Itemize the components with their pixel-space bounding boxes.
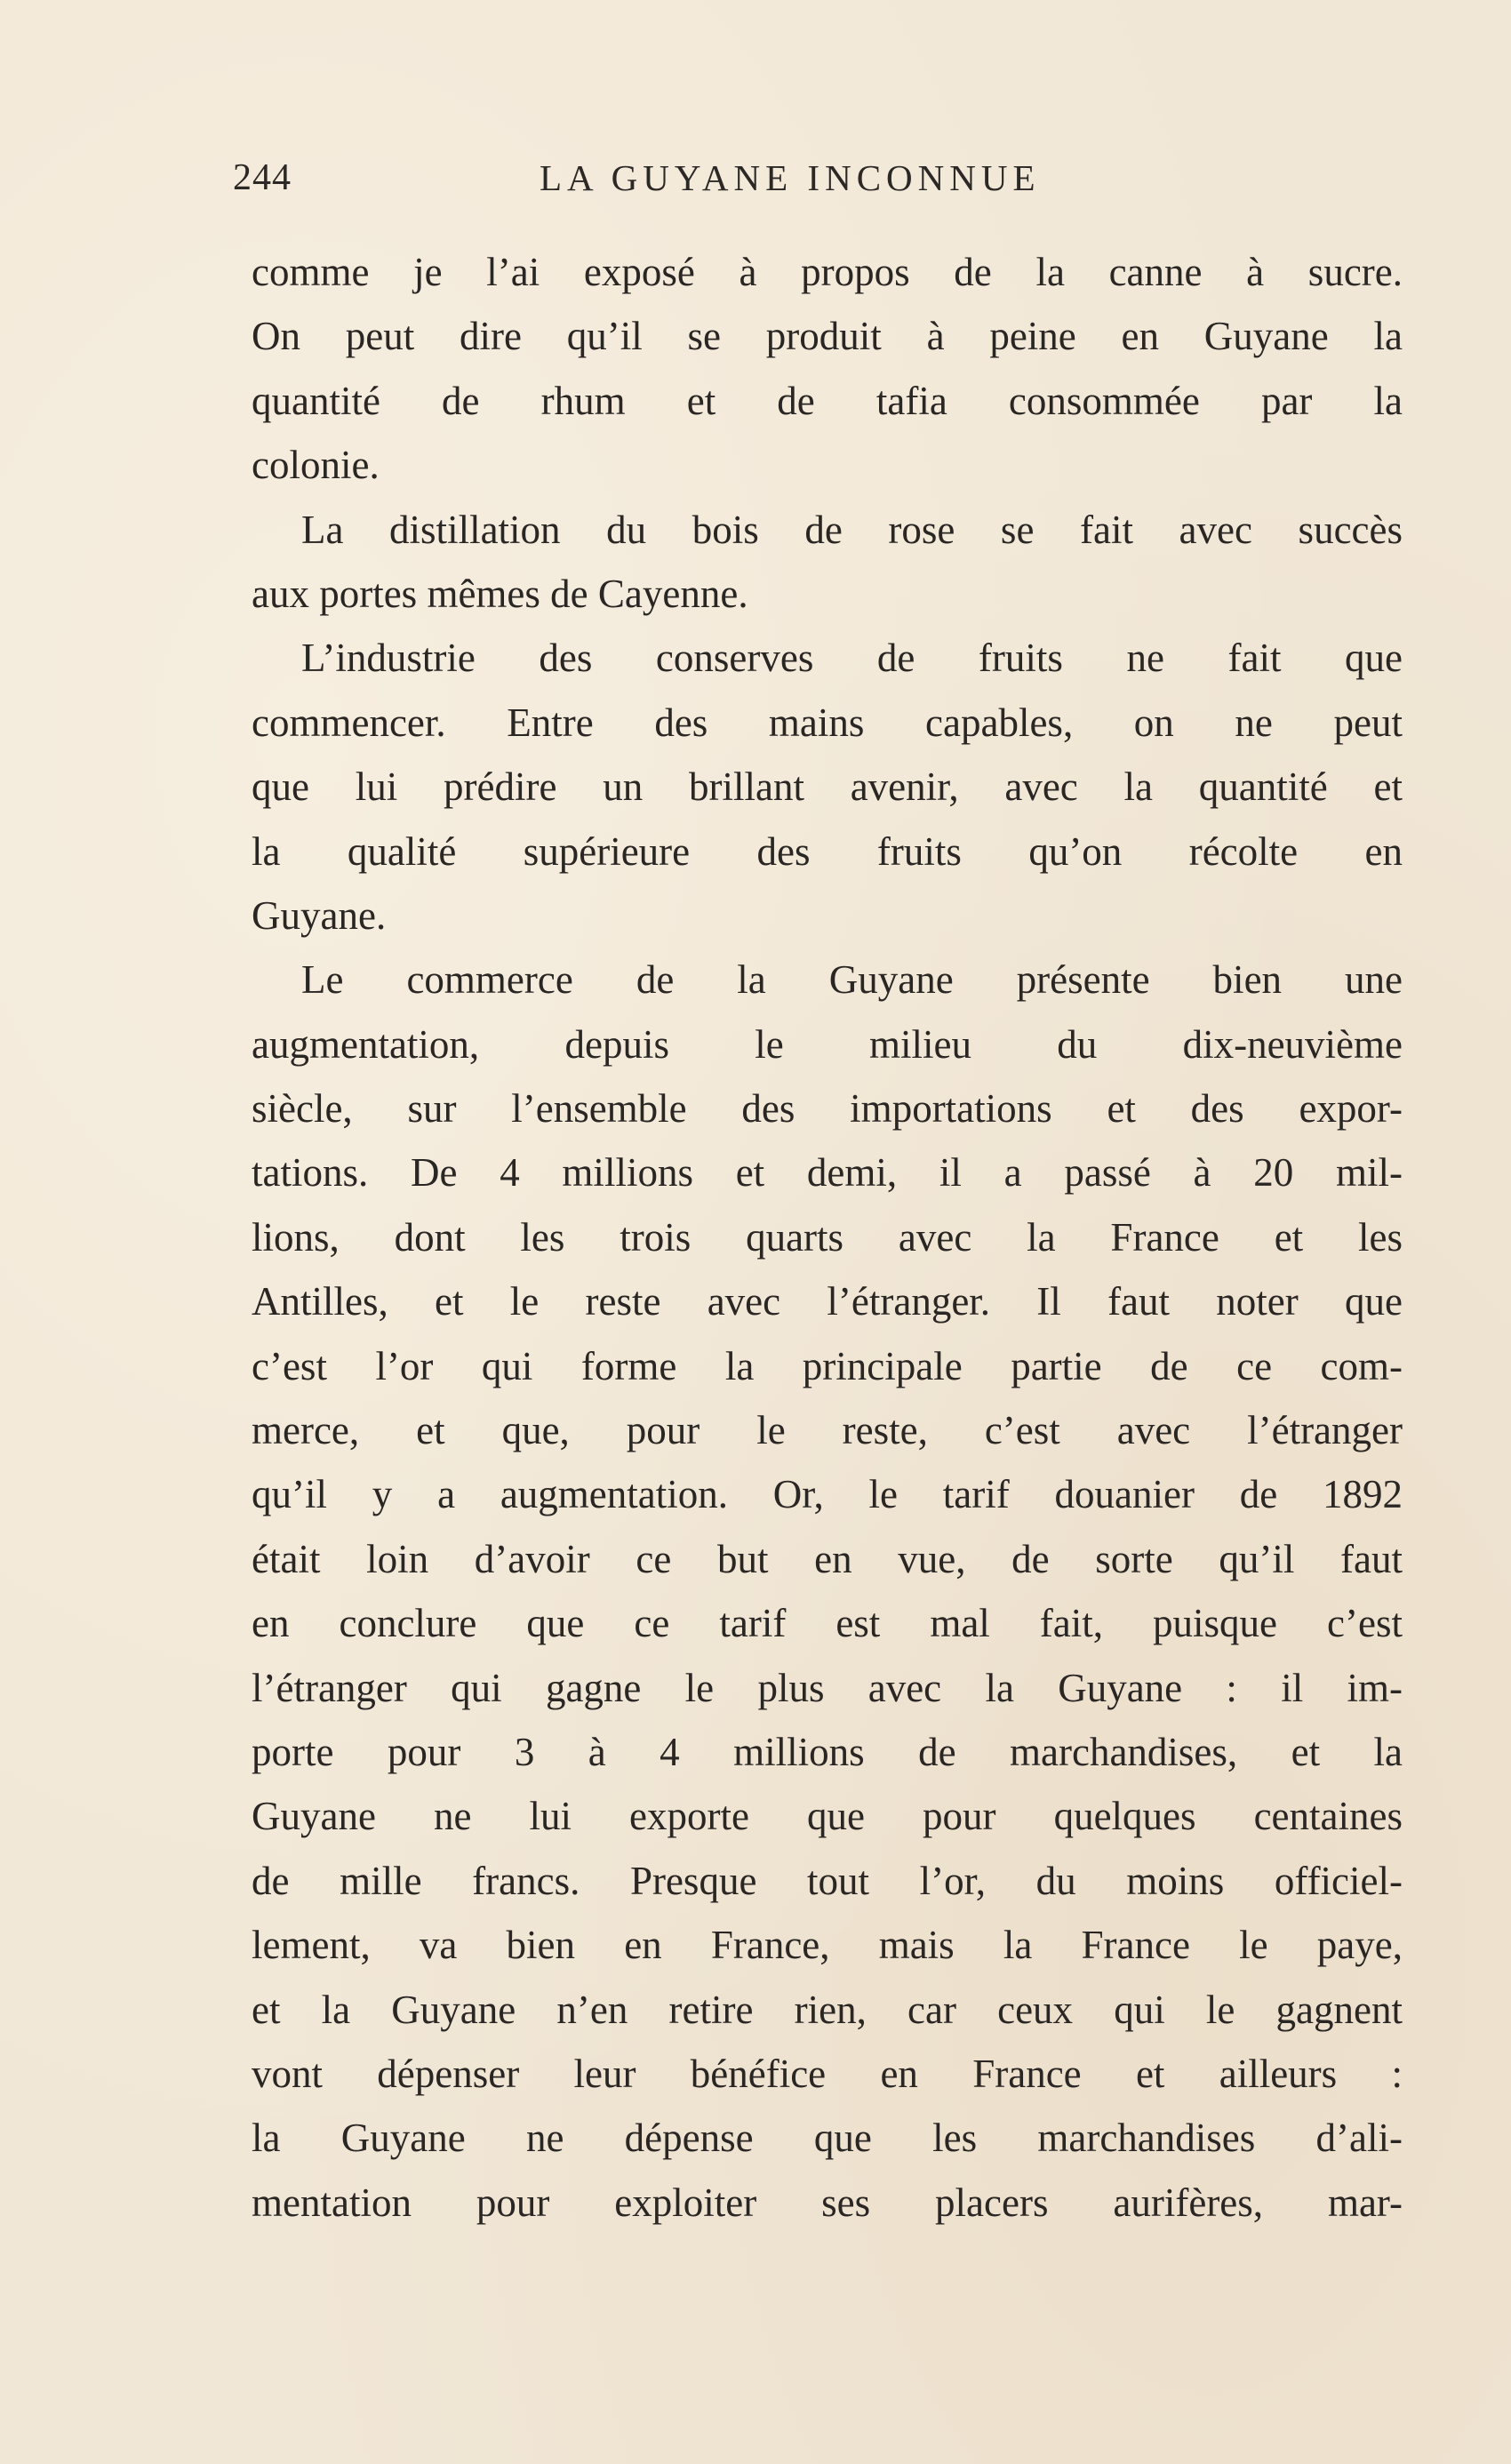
text-line: merce, et que, pour le reste, c’est avec l’étranger (252, 1408, 1403, 1453)
text-line: tations. De 4 millions et demi, il a passé à 20 mil- (252, 1150, 1403, 1196)
text-line: c’est l’or qui forme la principale partie de ce com- (252, 1343, 1403, 1388)
text-line: Guyane ne lui exporte que pour quelques centaines (252, 1794, 1403, 1839)
text-line: L’industrie des conserves de fruits ne fait que (301, 636, 1403, 681)
text-line: de mille francs. Presque tout l’or, du moins officiel- (252, 1858, 1403, 1903)
text-line: et la Guyane n’en retire rien, car ceux qui le gagnent (252, 1987, 1403, 2032)
text-line: comme je l’ai exposé à propos de la canne à sucre. (252, 250, 1403, 294)
text-line: que lui prédire un brillant avenir, avec la quantité et (252, 764, 1403, 810)
text-line: qu’il y a augmentation. Or, le tarif douanier de 1892 (252, 1472, 1403, 1517)
text-line: aux portes mêmes de Cayenne. (252, 571, 748, 616)
text-line: commencer. Entre des mains capables, on ne peut (252, 700, 1403, 745)
text-line: augmentation, depuis le milieu du dix-neuvième (252, 1021, 1403, 1067)
text-line: vont dépenser leur bénéfice en France et ailleurs : (252, 2051, 1403, 2096)
text-line: était loin d’avoir ce but en vue, de sorte qu’il faut (252, 1536, 1403, 1581)
text-line: Antilles, et le reste avec l’étranger. Il faut noter que (252, 1279, 1403, 1324)
text-line: l’étranger qui gagne le plus avec la Guyane : il im- (252, 1665, 1403, 1710)
text-line: Le commerce de la Guyane présente bien une (301, 957, 1403, 1003)
text-line: lions, dont les trois quarts avec la France et les (252, 1214, 1403, 1260)
text-line: siècle, sur l’ensemble des importations et des expor- (252, 1086, 1403, 1132)
body-text (252, 240, 1403, 2235)
text-line: porte pour 3 à 4 millions de marchandises, et la (252, 1729, 1403, 1774)
page-header (233, 156, 1451, 210)
text-line: la qualité supérieure des fruits qu’on récolte en (252, 828, 1403, 874)
text-line: On peut dire qu’il se produit à peine en Guyane la (252, 314, 1403, 359)
text-line: mentation pour exploiter ses placers aurifères, mar- (252, 2180, 1403, 2225)
text-line: quantité de rhum et de tafia consommée par la (252, 378, 1403, 423)
page-number: 244 (233, 157, 292, 198)
text-line: en conclure que ce tarif est mal fait, puisque c’est (252, 1601, 1403, 1646)
running-title: LA GUYANE INCONNUE (540, 157, 1041, 198)
text-line: lement, va bien en France, mais la France le paye, (252, 1923, 1403, 1968)
text-line: la Guyane ne dépense que les marchandises d’ali- (252, 2116, 1403, 2161)
text-line: Guyane. (252, 892, 387, 938)
text-line: colonie. (252, 443, 380, 488)
text-line: La distillation du bois de rose se fait avec succès (301, 507, 1403, 552)
